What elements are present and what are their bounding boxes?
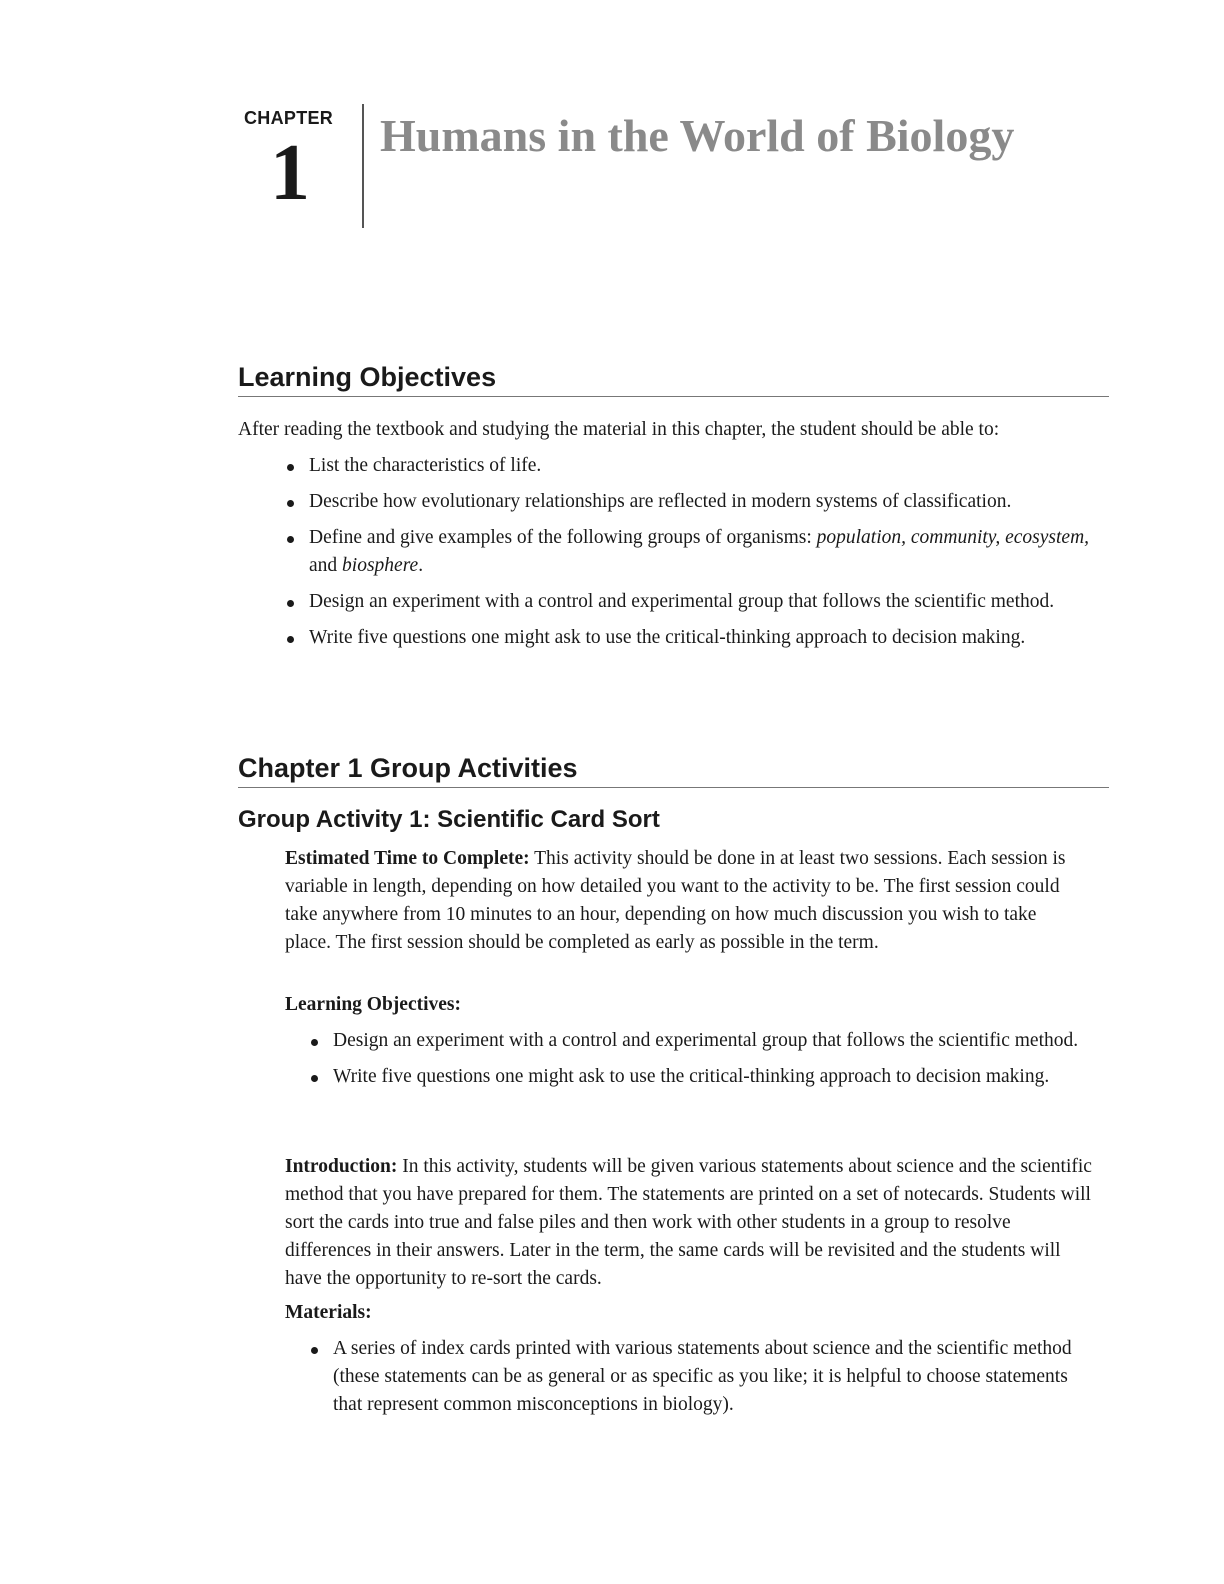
list-item: Design an experiment with a control and experimental group that follows the scientific method. (309, 1027, 1099, 1055)
activity1-materials-label: Materials: (285, 1302, 372, 1323)
list-item: Design an experiment with a control and experimental group that follows the scientific method. (285, 588, 1105, 616)
learning-objectives-intro: After reading the textbook and studying the material in this chapter, the student should be able to: (238, 419, 1000, 440)
learning-objectives-list (285, 452, 1105, 660)
activity1-objectives-label: Learning Objectives: (285, 994, 462, 1015)
activity1-materials-list (309, 1335, 1099, 1427)
time-label: Estimated Time to Complete: (285, 848, 530, 869)
list-item: Write five questions one might ask to use the critical-thinking approach to decision making. (285, 624, 1059, 652)
list-item: A series of index cards printed with various statements about science and the scientific method (these statements can be as general or as specific as you like; it is helpful to choose statements that represent common misconceptions in biology). (309, 1335, 1099, 1419)
list-item: List the characteristics of life. (285, 452, 1105, 480)
list-item: Write five questions one might ask to use the critical-thinking approach to decision making. (309, 1063, 1073, 1091)
activity1-objectives-list (309, 1027, 1099, 1099)
list-item: Describe how evolutionary relationships are reflected in modern systems of classification. (285, 488, 1105, 516)
introduction-label: Introduction: (285, 1156, 398, 1177)
learning-objectives-heading: Learning Objectives (238, 360, 1109, 397)
list-item: Define and give examples of the following groups of organisms: population, community, ecosystem, and biosphere. (285, 524, 1105, 580)
activity1-time-paragraph: Estimated Time to Complete: This activity should be done in at least two sessions. Each session is variable in length, depending on how detailed you want to the activity to be. The first session could take anywhere from 10 minutes to an hour, depending on how much discussion you wish to take place. The first session should be completed as early as possible in the term. (285, 848, 1066, 953)
chapter-title: Humans in the World of Biology (380, 110, 1015, 161)
chapter-divider (362, 104, 364, 228)
group-activities-heading: Chapter 1 Group Activities (238, 751, 1109, 788)
activity1-introduction: Introduction: In this activity, students will be given various statements about science and the scientific method that you have prepared for them. The statements are printed on a set of notecards. Students will sort the cards into true and false piles and then work with other students in a group to resolve differences in their answers. Later in the term, the same cards will be revisited and the students will have the opportunity to re-sort the cards. (285, 1156, 1092, 1289)
chapter-label: CHAPTER (244, 108, 334, 128)
chapter-number: 1 (270, 129, 310, 217)
activity1-heading: Group Activity 1: Scientific Card Sort (238, 806, 660, 833)
